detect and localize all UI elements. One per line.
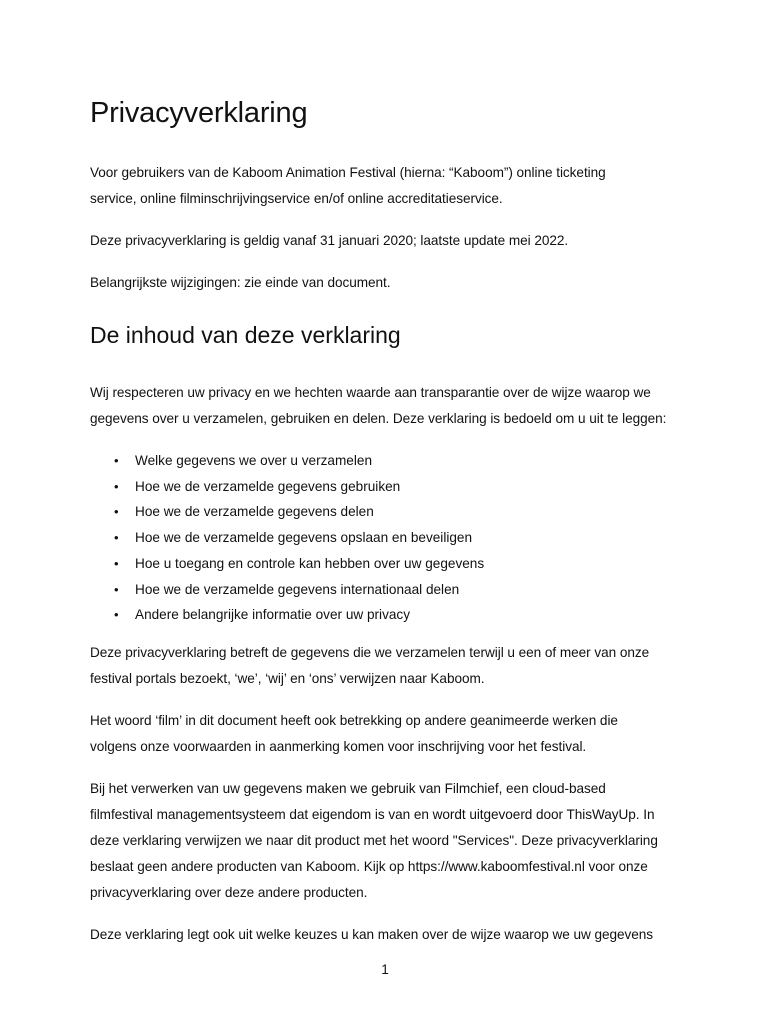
choices-line-1: Deze verklaring legt ook uit welke keuzes u kan maken over de wijze waarop we uw gegevens [90, 926, 654, 942]
respect-line-1: Wij respecteren uw privacy en we hechten waarde aan transparantie over de wijze waarop we [90, 385, 651, 400]
film-line-2: volgens onze voorwaarden in aanmerking komen voor inschrijving voor het festival. [90, 738, 587, 754]
list-item-text: Hoe we de verzamelde gegevens internationaal delen [135, 581, 460, 597]
list-item [90, 551, 690, 577]
choices-paragraph [90, 922, 690, 948]
filmchief-line-2: filmfestival managementsysteem dat eigendom is van en wordt uitgevoerd door ThisWayUp. In [90, 806, 655, 822]
intro-line-2: service, online filminschrijvingservice en/of online accreditatieservice. [90, 191, 503, 206]
scope-line-2: festival portals bezoekt, ‘we’, ‘wij’ en ‘ons’ verwijzen naar Kaboom. [90, 670, 485, 686]
film-definition-paragraph [90, 708, 690, 760]
page-content [90, 94, 690, 948]
filmchief-line-5: privacyverklaring over deze andere producten. [90, 884, 368, 900]
intro-paragraph [90, 160, 690, 212]
bullet-icon: • [114, 478, 119, 494]
list-item [90, 448, 690, 474]
respect-line-2: gegevens over u verzamelen, gebruiken en delen. Deze verklaring is bedoeld om u uit te leggen: [90, 411, 667, 426]
filmchief-paragraph [90, 776, 690, 906]
bullet-icon: • [114, 555, 119, 571]
changes-paragraph: Belangrijkste wijzigingen: zie einde van document. [90, 275, 391, 290]
list-item [90, 499, 690, 525]
scope-paragraph [90, 640, 690, 692]
list-item-text: Hoe we de verzamelde gegevens opslaan en beveiligen [135, 530, 473, 546]
page-number: 1 [381, 962, 389, 977]
list-item-text: Hoe we de verzamelde gegevens gebruiken [135, 478, 401, 494]
section-heading: De inhoud van deze verklaring [90, 322, 401, 348]
page-title: Privacyverklaring [90, 97, 308, 129]
list-item [90, 577, 690, 603]
list-item [90, 525, 690, 551]
list-item-text: Hoe we de verzamelde gegevens delen [135, 504, 374, 520]
contents-list [90, 448, 690, 628]
bullet-icon: • [114, 504, 119, 520]
bullet-icon: • [114, 607, 119, 623]
filmchief-line-1: Bij het verwerken van uw gegevens maken we gebruik van Filmchief, een cloud-based [90, 780, 606, 796]
bullet-icon: • [114, 581, 119, 597]
film-line-1: Het woord ‘film’ in dit document heeft ook betrekking op andere geanimeerde werken die [90, 712, 618, 728]
list-item-text: Andere belangrijke informatie over uw privacy [135, 607, 411, 623]
filmchief-line-3: deze verklaring verwijzen we naar dit product met het woord "Services". Deze privacyverklaring [90, 832, 658, 848]
validity-paragraph: Deze privacyverklaring is geldig vanaf 31 januari 2020; laatste update mei 2022. [90, 233, 569, 248]
list-item [90, 602, 690, 628]
filmchief-line-4: beslaat geen andere producten van Kaboom. Kijk op https://www.kaboomfestival.nl voor onze [90, 858, 648, 874]
respect-paragraph [90, 380, 690, 432]
intro-line-1: Voor gebruikers van de Kaboom Animation Festival (hierna: “Kaboom”) online ticketing [90, 165, 606, 180]
scope-line-1: Deze privacyverklaring betreft de gegevens die we verzamelen terwijl u een of meer van onze [90, 644, 650, 660]
bullet-icon: • [114, 530, 119, 546]
list-item-text: Welke gegevens we over u verzamelen [135, 453, 373, 468]
bullet-icon: • [114, 453, 119, 468]
list-item [90, 474, 690, 500]
list-item-text: Hoe u toegang en controle kan hebben over uw gegevens [135, 555, 485, 571]
